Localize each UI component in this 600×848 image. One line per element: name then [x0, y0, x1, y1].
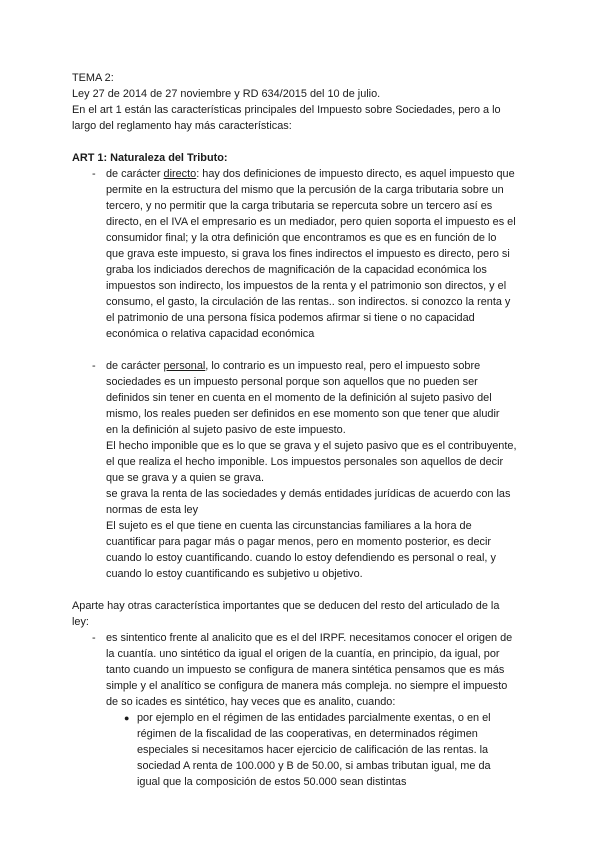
- list-item-first-line: [106, 166, 540, 182]
- sub-list-line: por ejemplo en el régimen de las entidades parcialmente exentas, o en el: [137, 712, 491, 724]
- list-item-personal: [72, 358, 540, 582]
- text-run: de carácter: [106, 168, 164, 180]
- list-item-sintetico: [72, 630, 540, 710]
- list-item-first-line: [106, 358, 540, 374]
- text-run: : hay dos definiciones de impuesto directo, es aquel impuesto que: [196, 168, 515, 180]
- list-item-line: que se grava y a quien se grava.: [106, 472, 265, 484]
- spacer: [72, 582, 540, 598]
- list-item-line: impuestos son indirecto, los impuestos de la renta y el patrimonio son directos, y el: [106, 280, 507, 292]
- list-item-line: simple y el analítico se configura de manera más compleja. no siempre el impuesto: [106, 680, 508, 692]
- list-item-line: cuando lo estoy cuantificando. cuando lo estoy defendiendo es personal o real, y: [106, 552, 496, 564]
- dash-marker: -: [92, 632, 96, 644]
- list-item-line: tercero, y no permitir que la carga tributaria se repercuta sobre un tercero así es: [106, 200, 493, 212]
- list-item-line: de so icades es sintético, hay veces que es analito, cuando:: [106, 696, 396, 708]
- law-reference: Ley 27 de 2014 de 27 noviembre y RD 634/2015 del 10 de julio.: [72, 88, 381, 100]
- topic-title: TEMA 2:: [72, 72, 114, 84]
- list-item-line: consumidor final; y la otra definición que encontramos es que es en función de lo: [106, 232, 497, 244]
- bullet-icon: ●: [124, 713, 130, 723]
- list-item-line: sociedades es un impuesto personal porque son aquellos que no pueden ser: [106, 376, 478, 388]
- spacer: [72, 134, 540, 150]
- sub-list-line: régimen de la fiscalidad de las cooperativas, en determinados régimen: [137, 728, 478, 740]
- list-item-line: El hecho imponible que es lo que se grava y el sujeto pasivo que es el contribuyente,: [106, 440, 517, 452]
- list-item-line: la cuantía. uno sintético da igual el origen de la cuantía, en principio, da igual, por: [106, 648, 500, 660]
- list-item-line: normas de esta ley: [106, 504, 199, 516]
- text-run: , lo contrario es un impuesto real, pero el impuesto sobre: [205, 360, 481, 372]
- underlined-term: directo: [163, 168, 197, 180]
- list-item-line: cuantificar para pagar más o pagar menos, pero en momento posterior, es decir: [106, 536, 492, 548]
- list-item-line: El sujeto es el que tiene en cuenta las circunstancias familiares a la hora de: [106, 520, 472, 532]
- dash-marker: -: [92, 360, 96, 372]
- paragraph-line: ley:: [72, 616, 89, 628]
- list-item-line: que grava este impuesto, si grava los fines indirectos el impuesto es directo, pero si: [106, 248, 510, 260]
- list-item-line: graba los indiciados derechos de magnificación de la capacidad económica los: [106, 264, 487, 276]
- list-item-line: es sintentico frente al analicito que es el del IRPF. necesitamos conocer el origen de: [106, 632, 513, 644]
- intro-line: En el art 1 están las características principales del Impuesto sobre Sociedades, pero a lo: [72, 104, 501, 116]
- text-run: de carácter: [106, 360, 164, 372]
- section-heading: ART 1: Naturaleza del Tributo:: [72, 152, 228, 164]
- spacer: [72, 342, 540, 358]
- sub-list-line: sociedad A renta de 100.000 y B de 50.00, si ambas tributan igual, me da: [137, 760, 491, 772]
- list-item-line: el patrimonio de una persona física podemos afirmar si tiene o no capacidad: [106, 312, 475, 324]
- list-item-line: se grava la renta de las sociedades y demás entidades jurídicas de acuerdo con las: [106, 488, 511, 500]
- list-item-line: cuando lo estoy cuantificando es subjetivo u objetivo.: [106, 568, 363, 580]
- underlined-term: personal: [163, 360, 206, 372]
- dash-marker: -: [92, 168, 96, 180]
- list-item-line: el que realiza el hecho imponible. Los impuestos personales son aquellos de decir: [106, 456, 504, 468]
- list-item-line: consumo, el gasto, la circulación de las rentas.. son indirectos. si conozco la renta y: [106, 296, 511, 308]
- list-item-line: económica o relativa capacidad económica: [106, 328, 315, 340]
- list-item-line: tanto cuando un impuesto se configura de manera sintética pensamos que es más: [106, 664, 505, 676]
- intro-line: largo del reglamento hay más características:: [72, 120, 292, 132]
- sub-list-line: igual que la composición de estos 50.000 sean distintas: [137, 776, 407, 788]
- sub-list-item: [72, 710, 540, 790]
- list-item-line: directo, en el IVA el empresario es un mediador, pero quien soporta el impuesto es el: [106, 216, 516, 228]
- paragraph-line: Aparte hay otras característica importantes que se deducen del resto del articulado de la: [72, 600, 500, 612]
- list-item-line: en la definición al sujeto pasivo de este impuesto.: [106, 424, 346, 436]
- list-item-line: permite en la estructura del mismo que la percusión de la carga tributaria sobre un: [106, 184, 504, 196]
- sub-list-line: especiales si necesitamos hacer ejercicio de calificación de las rentas. la: [137, 744, 489, 756]
- list-item-line: mismo, los reales pueden ser definidos en ese momento son que tener que aludir: [106, 408, 500, 420]
- list-item-directo: [72, 166, 540, 342]
- list-item-line: definidos sin tener en cuenta en el momento de la definición al sujeto pasivo del: [106, 392, 492, 404]
